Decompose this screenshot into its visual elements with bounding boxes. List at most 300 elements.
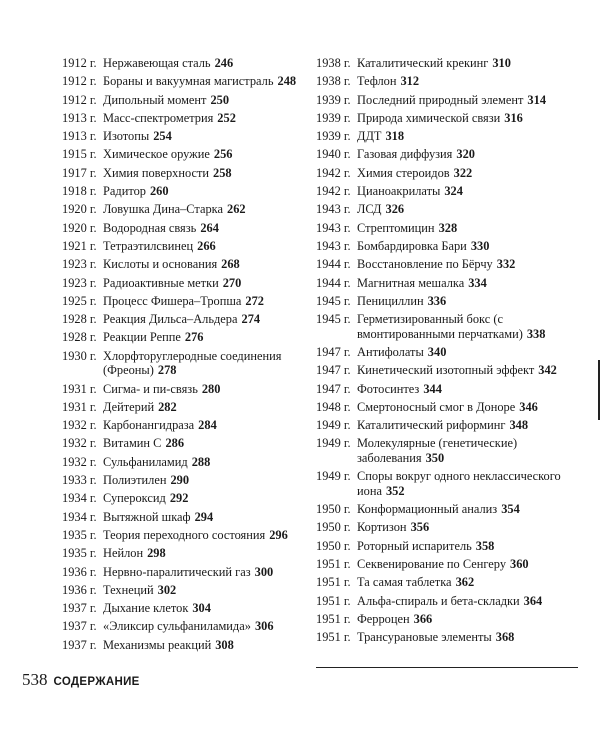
entry-title: Бомбардировка Бари [357,238,467,253]
entry-title: Химия поверхности [103,165,210,180]
entry-title: Супероксид [103,491,166,506]
entry-title: Кислоты и основания [103,257,218,272]
entry-title-wrap [103,239,302,254]
entry-title: Конформационный анализ [357,502,498,517]
entry-title: Витамин С [103,436,162,451]
entry-page: 294 [194,509,214,524]
entry-year: 1944 г. [316,275,351,290]
entry-page: 298 [147,546,166,561]
entry-title-wrap [103,221,302,236]
toc-left-column [62,56,302,656]
toc-entry [62,147,302,162]
entry-title: Тетраэтилсвинец [103,238,194,253]
entry-title: Та самая таблетка [357,575,452,590]
entry-year: 1947 г. [316,344,351,359]
entry-title-wrap [357,312,578,341]
entry-title-wrap [103,583,302,598]
entry-year: 1945 г. [316,312,351,327]
entry-page: 282 [158,399,177,414]
entry-title-wrap [357,363,578,378]
toc-entry [316,93,578,108]
entry-title: Хлорфторуглеродные соединения (Фреоны) [103,348,282,378]
entry-title-wrap [357,502,578,517]
entry-year: 1923 г. [62,257,97,272]
entry-year: 1923 г. [62,275,97,290]
entry-page: 338 [526,326,546,341]
entry-title: Реакции Реппе [103,330,181,345]
entry-year: 1950 г. [316,502,351,517]
entry-year: 1939 г. [316,92,351,107]
entry-title: Восстановление по Бёрчу [357,257,493,272]
entry-title: Изотопы [103,129,150,144]
entry-title: Ферроцен [357,611,410,626]
entry-page: 266 [197,238,216,253]
entry-title: Полиэтилен [103,473,167,488]
entry-year: 1932 г. [62,418,97,433]
toc-entry [62,166,302,181]
entry-year: 1936 г. [62,564,97,579]
entry-title-wrap [357,184,578,199]
toc-entry [316,575,578,590]
entry-page: 348 [509,418,529,433]
entry-title: Кинетический изотопный эффект [357,363,535,378]
entry-title-wrap [103,294,302,309]
entry-page: 278 [157,363,177,378]
footer-rule [316,667,578,668]
toc-entry [316,502,578,517]
entry-year: 1935 г. [62,527,97,542]
entry-title: Радиоактивные метки [103,275,219,290]
entry-title: Технеций [103,582,154,597]
entry-page: 270 [222,275,242,290]
toc-entry [62,221,302,236]
entry-year: 1934 г. [62,509,97,524]
entry-page: 302 [157,582,177,597]
entry-year: 1921 г. [62,238,97,253]
toc-entry [62,202,302,217]
entry-year: 1935 г. [62,546,97,561]
entry-title-wrap [357,56,578,71]
entry-year: 1951 г. [316,593,351,608]
entry-page: 308 [215,637,234,652]
entry-title-wrap [103,510,302,525]
entry-page: 332 [496,257,516,272]
toc-entry [62,56,302,71]
entry-title-wrap [103,619,302,634]
toc-entry [316,56,578,71]
entry-title-wrap [357,539,578,554]
entry-title-wrap [103,56,302,71]
entry-page: 322 [453,165,473,180]
entry-title: Альфа-спираль и бета-складки [357,593,520,608]
toc-entry [316,147,578,162]
entry-page: 284 [198,418,217,433]
entry-page: 312 [400,74,420,89]
entry-title-wrap [357,382,578,397]
entry-title: Сигма- и пи-связь [103,381,198,396]
entry-title-wrap [357,594,578,609]
entry-page: 344 [423,381,442,396]
entry-title: ДДТ [357,129,382,144]
toc-entry [316,221,578,236]
entry-year: 1912 г. [62,56,97,70]
entry-year: 1933 г. [62,473,97,488]
entry-title-wrap [357,257,578,272]
entry-page: 306 [254,619,274,634]
entry-title-wrap [357,202,578,217]
entry-title: Карбонангидраза [103,418,195,433]
toc-entry [316,239,578,254]
toc-entry [62,184,302,199]
entry-page: 362 [455,575,475,590]
entry-title: Тефлон [357,74,397,89]
entry-page: 264 [200,220,219,235]
entry-title-wrap [103,546,302,561]
toc-entry [62,546,302,561]
entry-title-wrap [357,557,578,572]
entry-title: Каталитический крекинг [357,56,489,70]
entry-title-wrap [357,221,578,236]
entry-title-wrap [357,575,578,590]
entry-year: 1915 г. [62,147,97,162]
entry-year: 1928 г. [62,312,97,327]
entry-year: 1942 г. [316,184,351,199]
entry-year: 1947 г. [316,363,351,378]
toc-entry [316,166,578,181]
toc-entry [316,312,578,341]
entry-title-wrap [357,147,578,162]
entry-title-wrap [103,638,302,653]
entry-page: 358 [475,538,495,553]
entry-title: Теория переходного состояния [103,527,266,542]
entry-page: 286 [165,436,185,451]
toc-entry [316,111,578,126]
entry-page: 360 [510,556,529,571]
entry-title: Фотосинтез [357,381,420,396]
entry-title-wrap [103,276,302,291]
entry-page: 272 [245,293,264,308]
entry-title: Бораны и вакуумная магистраль [103,74,274,89]
toc-entry [316,418,578,433]
entry-title: Смертоносный смог в Доноре [357,399,516,414]
toc-entry [62,455,302,470]
entry-page: 288 [191,454,211,469]
entry-title-wrap [357,630,578,645]
toc-entry [316,74,578,89]
entry-year: 1936 г. [62,582,97,597]
toc-entry [316,382,578,397]
entry-title-wrap [103,129,302,144]
entry-title: Нервно-паралитический газ [103,564,251,579]
entry-title: Химическое оружие [103,147,210,162]
toc-entry [316,184,578,199]
entry-title: Реакция Дильса–Альдера [103,312,238,327]
entry-title: Дыхание клеток [103,601,189,616]
entry-title: Антифолаты [357,344,424,359]
entry-title: Герметизированный бокс (с вмонтированными перчатками) [357,312,523,341]
entry-year: 1951 г. [316,611,351,626]
entry-year: 1939 г. [316,129,351,144]
entry-title-wrap [103,184,302,199]
entry-year: 1942 г. [316,165,351,180]
entry-title: Масс-спектрометрия [103,110,214,125]
entry-page: 336 [427,293,447,308]
toc-entry [62,294,302,309]
entry-page: 320 [456,147,475,162]
entry-page: 250 [210,92,230,107]
toc-entry [316,630,578,645]
toc-entry [62,510,302,525]
toc-entry [62,276,302,291]
entry-year: 1951 г. [316,575,351,590]
entry-year: 1943 г. [316,202,351,217]
entry-year: 1949 г. [316,418,351,433]
entry-title-wrap [103,565,302,580]
entry-title-wrap [357,418,578,433]
entry-page: 352 [385,483,405,498]
entry-title-wrap [357,239,578,254]
entry-page: 326 [385,202,405,217]
entry-title: Пенициллин [357,293,424,308]
entry-year: 1912 г. [62,92,97,107]
entry-title-wrap [103,528,302,543]
entry-page: 328 [438,220,458,235]
toc-entry [62,400,302,415]
entry-title: Механизмы реакций [103,637,212,652]
toc-entry [62,418,302,433]
entry-year: 1920 г. [62,220,97,235]
entry-page: 292 [169,491,189,506]
entry-page: 246 [214,56,234,70]
toc-entry [62,239,302,254]
toc-right-column [316,56,578,648]
entry-title-wrap [103,382,302,397]
toc-entry [62,436,302,451]
entry-title: Процесс Фишера–Тропша [103,293,242,308]
entry-year: 1918 г. [62,184,97,199]
toc-entry [316,129,578,144]
toc-entry [316,400,578,415]
entry-year: 1913 г. [62,129,97,144]
entry-page: 258 [213,165,232,180]
toc-entry [316,436,578,465]
entry-year: 1930 г. [62,348,97,363]
entry-page: 276 [184,330,204,345]
entry-year: 1937 г. [62,619,97,634]
toc-entry [316,345,578,360]
entry-year: 1939 г. [316,110,351,125]
entry-year: 1938 г. [316,56,351,70]
toc-entry [62,382,302,397]
entry-title-wrap [103,418,302,433]
entry-page: 252 [217,110,236,125]
toc-entry [62,619,302,634]
entry-year: 1951 г. [316,556,351,571]
entry-page: 260 [149,184,169,199]
entry-year: 1932 г. [62,436,97,451]
entry-page: 256 [213,147,233,162]
toc-entry [62,330,302,345]
toc-entry [316,363,578,378]
entry-page: 310 [492,56,511,70]
entry-page: 314 [527,92,547,107]
entry-title: Газовая диффузия [357,147,453,162]
entry-year: 1944 г. [316,257,351,272]
entry-title-wrap [103,93,302,108]
toc-entry [316,557,578,572]
toc-entry [62,312,302,327]
page-number: 538 [22,670,48,689]
entry-title: Нейлон [103,546,144,561]
entry-title-wrap [357,111,578,126]
entry-year: 1937 г. [62,601,97,616]
entry-title: Химия стероидов [357,165,450,180]
entry-title-wrap [357,612,578,627]
toc-entry [62,583,302,598]
entry-page: 354 [501,502,520,517]
entry-page: 340 [427,344,447,359]
entry-title: Кортизон [357,520,407,535]
entry-page: 274 [241,312,261,327]
toc-entry [316,594,578,609]
entry-year: 1947 г. [316,381,351,396]
entry-title: Нержавеющая сталь [103,56,211,70]
entry-page: 316 [504,110,523,125]
entry-year: 1949 г. [316,436,351,451]
entry-title-wrap [103,166,302,181]
entry-title-wrap [357,93,578,108]
entry-year: 1940 г. [316,147,351,162]
entry-page: 342 [538,363,557,378]
entry-title: Последний природный элемент [357,92,524,107]
entry-page: 300 [254,564,274,579]
entry-title-wrap [357,276,578,291]
entry-title-wrap [103,436,302,451]
entry-title-wrap [357,520,578,535]
entry-page: 254 [153,129,172,144]
entry-page: 334 [468,275,487,290]
toc-entry [62,257,302,272]
entry-title: Роторный испаритель [357,538,472,553]
entry-year: 1934 г. [62,491,97,506]
entry-page: 324 [444,184,463,199]
entry-year: 1943 г. [316,238,351,253]
entry-page: 330 [470,238,490,253]
entry-title-wrap [103,601,302,616]
entry-year: 1943 г. [316,220,351,235]
entry-year: 1931 г. [62,381,97,396]
toc-entry [316,276,578,291]
entry-year: 1920 г. [62,202,97,217]
toc-entry [62,74,302,89]
entry-title: Каталитический риформинг [357,418,506,433]
entry-year: 1925 г. [62,293,97,308]
entry-title-wrap [103,400,302,415]
entry-year: 1951 г. [316,630,351,645]
entry-title-wrap [357,345,578,360]
entry-title: Дипольный момент [103,92,207,107]
entry-title-wrap [103,257,302,272]
entry-title-wrap [357,166,578,181]
entry-year: 1913 г. [62,110,97,125]
toc-entry [316,539,578,554]
entry-year: 1948 г. [316,399,351,414]
entry-year: 1945 г. [316,293,351,308]
entry-title: Радитор [103,184,146,199]
entry-page: 366 [413,611,433,626]
entry-title-wrap [103,111,302,126]
entry-page: 364 [523,593,543,608]
entry-title-wrap [103,349,302,378]
entry-year: 1932 г. [62,454,97,469]
entry-page: 346 [519,399,538,414]
toc-entry [62,528,302,543]
entry-title-wrap [357,400,578,415]
entry-title: ЛСД [357,202,382,217]
entry-page: 262 [227,202,246,217]
entry-year: 1938 г. [316,74,351,89]
entry-page: 368 [495,630,515,645]
entry-year: 1937 г. [62,637,97,652]
entry-title: Ловушка Дина–Старка [103,202,223,217]
entry-page: 268 [221,257,240,272]
entry-year: 1928 г. [62,330,97,345]
entry-title-wrap [103,202,302,217]
entry-title: Секвенирование по Сенгеру [357,556,507,571]
entry-page: 318 [385,129,405,144]
toc-entry [62,491,302,506]
entry-title: Дейтерий [103,399,155,414]
entry-page: 248 [277,74,297,89]
entry-title: Природа химической связи [357,110,501,125]
page-footer [22,670,140,690]
toc-entry [316,257,578,272]
entry-page: 350 [425,450,445,465]
entry-title: Трансурановые элементы [357,630,492,645]
entry-title-wrap [103,147,302,162]
entry-title-wrap [103,473,302,488]
entry-title: Цианоакрилаты [357,184,441,199]
entry-title: «Эликсир сульфаниламида» [103,619,251,634]
toc-entry [62,111,302,126]
toc-entry [62,93,302,108]
toc-entry [316,520,578,535]
running-head: СОДЕРЖАНИЕ [53,676,140,688]
entry-page: 356 [410,520,430,535]
entry-year: 1931 г. [62,399,97,414]
entry-page: 304 [192,601,211,616]
entry-year: 1950 г. [316,520,351,535]
entry-title: Сульфаниламид [103,454,188,469]
toc-entry [62,638,302,653]
entry-title-wrap [103,74,302,89]
entry-page: 290 [170,473,190,488]
entry-year: 1949 г. [316,469,351,484]
entry-title-wrap [357,74,578,89]
toc-entry [316,202,578,217]
toc-entry [62,473,302,488]
entry-year: 1917 г. [62,165,97,180]
toc-entry [62,129,302,144]
entry-title-wrap [103,312,302,327]
toc-entry [62,349,302,378]
toc-entry [316,469,578,498]
entry-title-wrap [357,129,578,144]
entry-year: 1950 г. [316,538,351,553]
toc-entry [62,601,302,616]
entry-title-wrap [103,455,302,470]
entry-title: Стрептомицин [357,220,435,235]
